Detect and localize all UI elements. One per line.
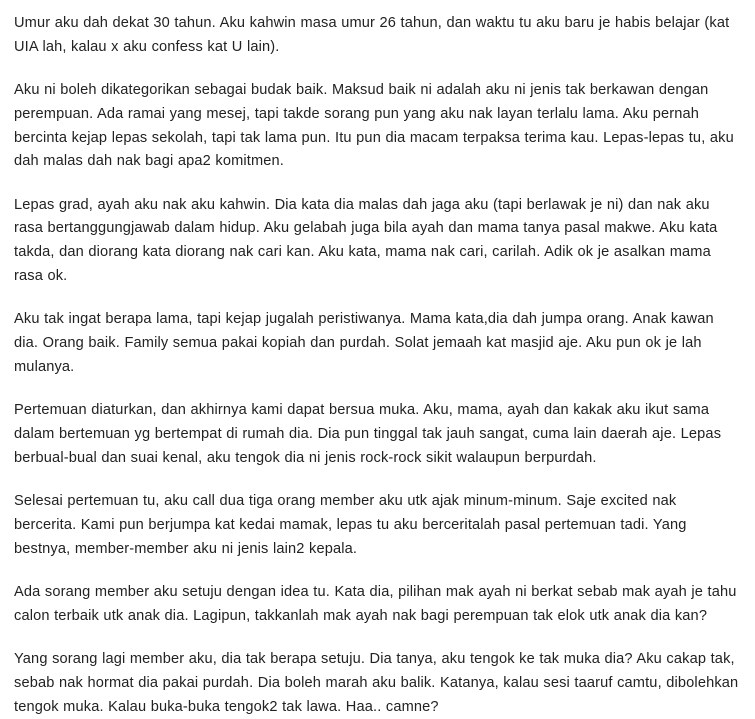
paragraph: Lepas grad, ayah aku nak aku kahwin. Dia kata dia malas dah jaga aku (tapi berlawak je ni) dan nak aku rasa bertanggungjawab dalam hidup. Aku gelabah juga bila ayah dan mama tanya pasal makwe. Aku kata takda, dan diorang kata diorang nak cari kan. Aku kata, mama nak cari, carilah. Adik ok je asalkan mama rasa ok.	[14, 196, 718, 284]
paragraph: Umur aku dah dekat 30 tahun. Aku kahwin masa umur 26 tahun, dan waktu tu aku baru je habis belajar (kat UIA lah, kalau x aku confess kat U lain).	[14, 15, 730, 55]
paragraph: Ada sorang member aku setuju dengan idea tu. Kata dia, pilihan mak ayah ni berkat sebab mak ayah je tahu calon terbaik utk anak dia. Lagipun, takkanlah mak ayah nak bagi perempuan tak elok utk anak dia kan?	[14, 584, 737, 624]
paragraph: Yang sorang lagi member aku, dia tak berapa setuju. Dia tanya, aku tengok ke tak muka dia? Aku cakap tak, sebab nak hormat dia pakai purdah. Dia boleh marah aku balik. Katanya, kalau sesi taaruf camtu, dibolehkan tengok muka. Kalau buka-buka tengok2 tak lawa. Haa.. camne?	[14, 651, 739, 715]
paragraph: Aku ni boleh dikategorikan sebagai budak baik. Maksud baik ni adalah aku ni jenis tak berkawan dengan perempuan. Ada ramai yang mesej, tapi takde sorang pun yang aku nak layan terlalu lama. Aku pernah bercinta kejap lepas sekolah, tapi tak lama pun. Itu pun dia macam terpaksa terima kau. Lepas-lepas tu, aku dah malas dah nak bagi apa2 komitmen.	[14, 82, 734, 170]
paragraph: Aku tak ingat berapa lama, tapi kejap jugalah peristiwanya. Mama kata,dia dah jumpa orang. Anak kawan dia. Orang baik. Family semua pakai kopiah dan purdah. Solat jemaah kat masjid aje. Aku pun ok je lah mulanya.	[14, 311, 714, 375]
paragraph: Pertemuan diaturkan, dan akhirnya kami dapat bersua muka. Aku, mama, ayah dan kakak aku ikut sama dalam bertemuan yg bertempat di rumah dia. Dia pun tinggal tak jauh sangat, cuma lain daerah aje. Lepas berbual-bual dan suai kenal, aku tengok dia ni jenis rock-rock sikit walaupun berpurdah.	[14, 402, 722, 466]
paragraph: Selesai pertemuan tu, aku call dua tiga orang member aku utk ajak minum-minum. Saje excited nak bercerita. Kami pun berjumpa kat kedai mamak, lepas tu aku berceritalah pasal pertemuan tadi. Yang bestnya, member-member aku ni jenis lain2 kepala.	[14, 493, 687, 557]
